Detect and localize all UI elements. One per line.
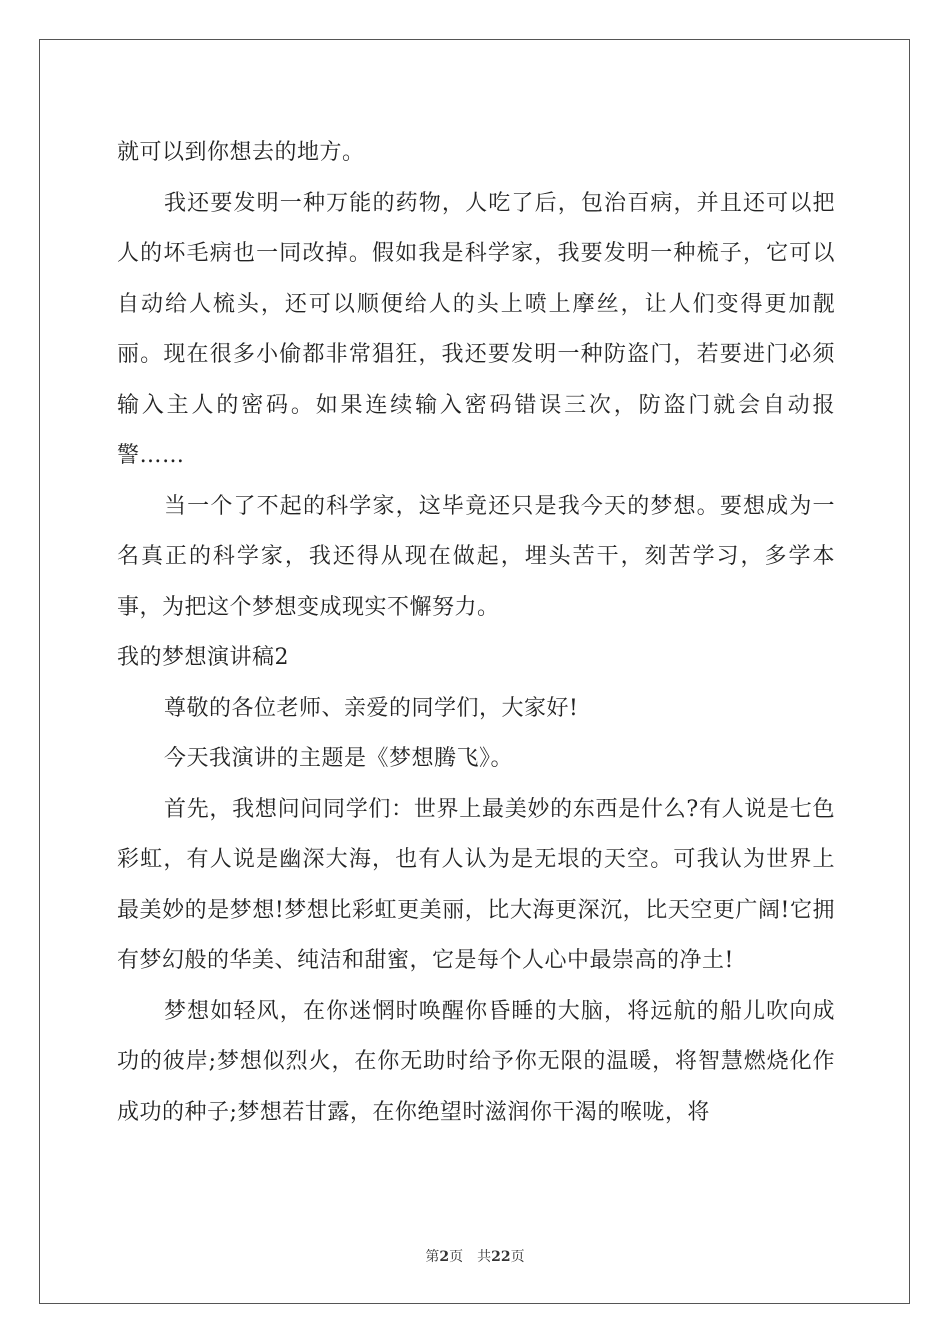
page-footer [0, 1246, 950, 1266]
paragraph-topic: 今天我演讲的主题是《梦想腾飞》。 [164, 746, 514, 771]
document-body [117, 128, 835, 1138]
total-pages: 22 [491, 1249, 511, 1265]
total-suffix: 页 [510, 1249, 525, 1265]
paragraph-greeting: 尊敬的各位老师、亲爱的同学们，大家好! [164, 695, 579, 721]
paragraph-question: 首先，我想问问同学们：世界上最美妙的东西是什么?有人说是七色彩虹，有人说是幽深大海，也有人认为是无垠的天空。可我认为世界上最美妙的是梦想!梦想比彩虹更美丽，比大海更深沉，比天空更广阔!它拥有梦幻般的华美、纯洁和甜蜜，它是每个人心中最崇高的净土! [117, 796, 835, 973]
paragraph-dream-metaphors: 梦想如轻风，在你迷惘时唤醒你昏睡的大脑，将远航的船儿吹向成功的彼岸;梦想似烈火，在你无助时给予你无限的温暖，将智慧燃烧化作成功的种子;梦想若甘露，在你绝望时滋润你干渴的喉咙，将 [117, 998, 835, 1125]
paragraph-continuation: 就可以到你想去的地方。 [117, 140, 365, 165]
total-prefix: 共 [477, 1249, 492, 1265]
paragraph-inventions: 我还要发明一种万能的药物，人吃了后，包治百病，并且还可以把人的坏毛病也一同改掉。假如我是科学家，我要发明一种梳子，它可以自动给人梳头，还可以顺便给人的头上喷上摩丝，让人们变得更加靓丽。现在很多小偷都非常猖狂，我还要发明一种防盗门，若要进门必须输入主人的密码。如果连续输入密码错误三次，防盗门就会自动报警…… [117, 190, 835, 468]
page-number: 2 [439, 1249, 450, 1265]
page-suffix: 页 [449, 1249, 464, 1265]
page-prefix: 第 [425, 1249, 440, 1265]
paragraph-scientist-dream: 当一个了不起的科学家，这毕竟还只是我今天的梦想。要想成为一名真正的科学家，我还得从现在做起，埋头苦干，刻苦学习，多学本事，为把这个梦想变成现实不懈努力。 [117, 493, 835, 620]
section-heading: 我的梦想演讲稿2 [117, 645, 289, 670]
